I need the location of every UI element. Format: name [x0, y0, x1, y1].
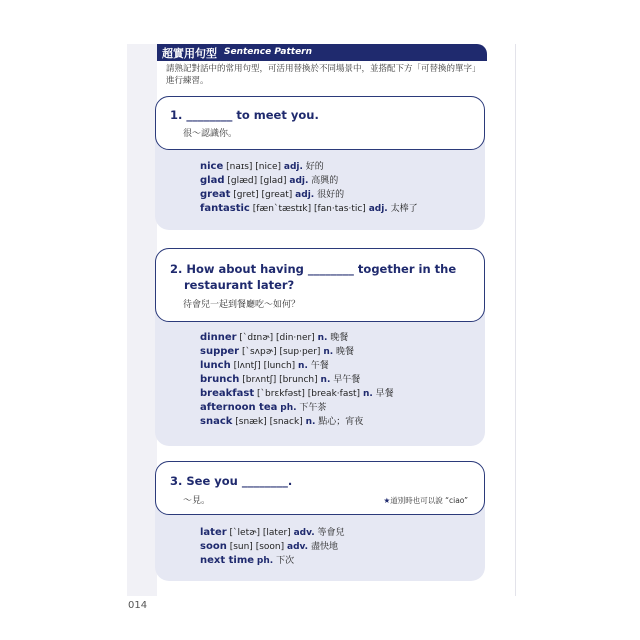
vocab-item: dinner [ˋdɪnɚ] [din·ner] n. 晚餐 — [200, 332, 349, 343]
sentence-line: 2. How about having ________ together in the — [170, 262, 457, 276]
sentence-translation: 很～認識你。 — [183, 129, 238, 139]
vocab-item: afternoon tea ph. 下午茶 — [200, 402, 327, 413]
pattern-block-3 — [155, 461, 485, 581]
pattern-block-2 — [155, 248, 485, 446]
page-number: 014 — [128, 600, 148, 611]
vocab-item: later [ˋletɚ] [later] adv. 等會兒 — [200, 527, 345, 538]
vocab-item: brunch [brʌntʃ] [brunch] n. 早午餐 — [200, 374, 361, 385]
header-title-en: Sentence Pattern — [224, 47, 313, 57]
star-icon: ★ — [383, 496, 391, 505]
sentence-line: restaurant later? — [184, 278, 295, 292]
tip-note: ★道別時也可以說 “ciao” — [383, 496, 468, 505]
vocab-item: snack [snæk] [snack] n. 點心；宵夜 — [200, 416, 364, 427]
intro-text: 請熟記對話中的常用句型，可活用替換於不同場景中，並搭配下方「可替換的單字」進行練習。 — [166, 64, 481, 86]
page-margin-strip — [127, 44, 157, 596]
vocab-item: soon [sun] [soon] adv. 盡快地 — [200, 541, 338, 552]
sentence-card — [155, 248, 485, 322]
vocab-item: fantastic [fænˋtæstɪk] [fan·tas·tic] adj. 太棒了 — [200, 203, 418, 214]
sentence-line: 1. ________ to meet you. — [170, 108, 319, 122]
sentence-line: 3. See you ________. — [170, 474, 293, 488]
sentence-translation: 待會兒一起到餐廳吃～如何？ — [183, 300, 301, 310]
vocab-list — [200, 160, 418, 216]
pattern-block-1 — [155, 96, 485, 230]
vocab-item: glad [glæd] [glad] adj. 高興的 — [200, 175, 339, 186]
vocab-list — [200, 526, 345, 568]
header-title-zh: 超實用句型 — [162, 47, 217, 60]
vocab-item: nice [naɪs] [nice] adj. 好的 — [200, 161, 324, 172]
vocab-item: lunch [lʌntʃ] [lunch] n. 午餐 — [200, 360, 329, 371]
sentence-card — [155, 461, 485, 515]
vocab-item: next time ph. 下次 — [200, 555, 295, 566]
vocab-item: great [gret] [great] adj. 很好的 — [200, 189, 345, 200]
vocab-item: breakfast [ˋbrɛkfəst] [break·fast] n. 早餐 — [200, 388, 394, 399]
sentence-card — [155, 96, 485, 150]
vocab-item: supper [ˋsʌpɚ] [sup·per] n. 晚餐 — [200, 346, 355, 357]
vocab-list — [200, 331, 394, 429]
sentence-translation: ～見。 — [183, 496, 211, 506]
